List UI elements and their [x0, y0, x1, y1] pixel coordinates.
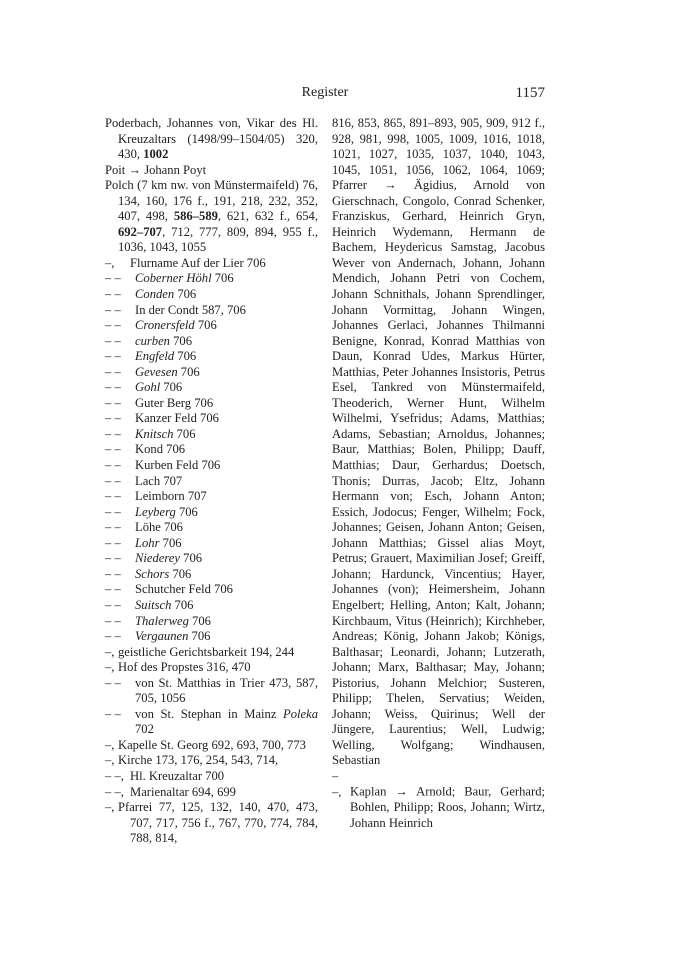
flurname-page: 706 [169, 333, 193, 348]
index-subentry-st-stephan: – – von St. Stephan in Mainz Poleka 702 [105, 706, 318, 737]
index-subentry-gerichtsbarkeit: –, geistliche Gerichtsbarkeit 194, 244 [105, 644, 295, 659]
entry-page-bold: 586–589 [173, 209, 218, 224]
flurname-name: Schutcher Feld [135, 582, 211, 597]
flurname-page: 706 [174, 287, 197, 302]
flurname-page: 706 [160, 520, 183, 535]
entry-text: , 621, 632 f., 654, [217, 209, 319, 224]
flurname-page: 706 [177, 364, 200, 379]
flurname-name: Guter Berg [135, 395, 192, 410]
flurname-page: 706 [210, 582, 233, 597]
index-entry-poit: Poit → Johann Poyt [105, 162, 207, 177]
flurname-page: 706 [194, 318, 217, 333]
index-subentry-pfarrei: –, Pfarrei 77, 125, 132, 140, 470, 473, 707, 717, 756 f., 767, 770, 774, 784, 788, 814, [105, 800, 318, 846]
flurname-item: – – In der Condt 587, 706 [105, 302, 246, 317]
flurname-name: In der Condt [135, 302, 199, 317]
entry-text: Polch (7 km nw. von Münstermaifeld) 76, 134, 160, 176 f., 191, 218, 232, 352, 407, 498, [105, 178, 318, 224]
flurname-page: 706 [160, 380, 183, 395]
flurname-item: – – Guter Berg 706 [105, 395, 214, 410]
flurname-item: – – Kond 706 [105, 442, 186, 457]
flurname-name: Gohl [135, 380, 161, 395]
flurname-page: 706 [173, 426, 196, 441]
flurname-item: – – Leyberg 706 [105, 504, 198, 519]
flurname-item: – – Thalerweg 706 [105, 613, 211, 628]
index-subentry-marienaltar: – –, Marienaltar 694, 699 [105, 784, 236, 799]
flurname-item: – – Suitsch 706 [105, 597, 194, 612]
flurname-name: Niederey [135, 551, 180, 566]
flurname-page: 706 [188, 629, 211, 644]
index-subentry-kaplan: – –, Kaplan → Arnold; Baur, Gerhard; Bohlen, Philipp; Roos, Johann; Wirtz, Johann Heinrich [332, 768, 545, 830]
flurname-page: 707 [184, 489, 207, 504]
flurname-name: Coberner Höhl [135, 271, 212, 286]
flurname-item: – – Vergaunen 706 [105, 629, 211, 644]
flurname-page: 706 [174, 349, 197, 364]
flurname-item: – – curben 706 [105, 333, 193, 348]
flurname-page: 707 [160, 473, 183, 488]
flurname-name: curben [135, 333, 170, 348]
flurname-item: – – Lohr 706 [105, 535, 182, 550]
flurname-page: 706 [169, 566, 192, 581]
flurname-name: Lach [135, 473, 161, 488]
flurname-list [105, 271, 318, 644]
flurname-page: 706 [198, 458, 221, 473]
index-subentry-hof: –, Hof des Propstes 316, 470 [105, 660, 251, 675]
entry-text: Poderbach, Johannes von, Vikar des Hl. Kreuzaltars (1498/99–1504/05) 320, 430, [105, 116, 318, 162]
page-header [105, 84, 545, 104]
flurname-page: 706 [180, 551, 203, 566]
flurname-item: – – Lach 707 [105, 473, 183, 488]
flurname-item: – – Engfeld 706 [105, 349, 197, 364]
flurname-item: – – Löhe 706 [105, 520, 183, 535]
index-subentry-flurname: –, Flurname Auf der Lier 706 [105, 255, 266, 270]
flurname-name: Suitsch [135, 597, 172, 612]
index-subentry-kirche: –, Kirche 173, 176, 254, 543, 714, [105, 753, 279, 768]
index-entry-poderbach [105, 116, 318, 163]
flurname-item: – – Schors 706 [105, 566, 192, 581]
flurname-item: – – Conden 706 [105, 287, 197, 302]
flurname-name: Schors [135, 566, 170, 581]
flurname-name: Leimborn [135, 489, 185, 504]
flurname-item: – – Gevesen 706 [105, 364, 200, 379]
running-head: Register [301, 85, 349, 100]
flurname-page: 706 [159, 535, 182, 550]
index-column-right [332, 116, 545, 831]
index-entry-pfarrei-continued: 816, 853, 865, 891–893, 905, 909, 912 f., 928, 981, 998, 1005, 1009, 1016, 1018, 1021, 1027, 1035, 1037, 1040, 1043, 1045, 1051, 1056, 1062, 1064, 1069; Pfarrer → Ägidius, Arnold von Gierschnach, Congolo, Conrad Schenker, Franziskus, Gerhard, Heinrich Gryn, Heinrich Wydemann, Hermann de Bachem, Heydericus Samstag, Jacobus Wever von Andernach, Johann, Johann Mendich, Johann Petri von Cochem, Johann Schnithals, Johann Sprendlinger, Johann Vormittag, Johann Wingen, Johannes Gerlaci, Johannes Thilmanni Benigne, Konrad, Konrad Matthias von Daun, Konrad Udes, Markus Hürter, Matthias, Peter Johannes Insistoris, Petrus Esel, Tankred von Münstermaifeld, Theoderich, Werner Hunt, Wilhelm Wilhelmi, Ysefridus; Adams, Matthias; Adams, Sebastian; Arnoldus, Johannes; Baur, Matthias; Bolen, Philipp; Dauff, Matthias; Daur, Gerhardus; Doetsch, Thonis; Durras, Jacob; Eltz, Johann Hermann von; Esch, Johann Anton; Essich, Jodocus; Fenger, Wilhelm; Fock, Johannes; Geisen, Johann Anton; Geisen, Johann Matthias; Gissel alias Moyt, Petrus; Grauert, Maximilian Josef; Greiff, Johann; Hardunck, Vincentius; Hayer, Johannes (von); Heimersheim, Johann Engelbert; Helling, Anton; Kalt, Johann; Kirchbaum, Vitus (Heinrich); Kirchheber, Andreas; König, Johann Jakob; Königs, Balthasar; Leonardi, Johann; Lutzerath, Johann; Marx, Balthasar; May, Johann; Pistorius, Johann Melchior; Susteren, Philipp; Thelen, Servatius; Weiden, Johann; Weiss, Quirinus; Well der Jüngere, Laurentius; Well, Ludwig; Welling, Wolfgang; Windhausen, Sebastian [332, 116, 545, 768]
flurname-item: – – Gohl 706 [105, 380, 183, 395]
flurname-item: – – Leimborn 707 [105, 489, 207, 504]
index-subentry-kapelle: –, Kapelle St. Georg 692, 693, 700, 773 [105, 737, 306, 752]
flurname-item: – – Cronersfeld 706 [105, 318, 217, 333]
flurname-item: – – Kanzer Feld 706 [105, 411, 219, 426]
page-number: 1157 [515, 85, 545, 101]
flurname-name: Gevesen [135, 364, 178, 379]
flurname-page: 706 [211, 271, 234, 286]
flurname-name: Cronersfeld [135, 318, 195, 333]
flurname-name: Leyberg [135, 504, 176, 519]
flurname-name: Kond [135, 442, 163, 457]
entry-page-bold: 1002 [143, 147, 169, 162]
flurname-name: Conden [135, 287, 175, 302]
entry-text: , 712, 777, 809, 894, 955 f., 1036, 1043, 1055 [118, 224, 318, 255]
entry-page-bold: 692–707 [118, 224, 163, 239]
flurname-page: 706 [196, 411, 219, 426]
flurname-item: – – Coberner Höhl 706 [105, 271, 234, 286]
flurname-page: 706 [175, 504, 198, 519]
flurname-name: Thalerweg [135, 613, 189, 628]
flurname-name: Knitsch [135, 426, 174, 441]
flurname-page: 587, 706 [198, 302, 246, 317]
flurname-name: Kanzer Feld [135, 411, 197, 426]
flurname-page: 706 [171, 597, 194, 612]
index-column-left [105, 116, 318, 847]
flurname-name: Löhe [135, 520, 161, 535]
flurname-item: – – Niederey 706 [105, 551, 203, 566]
flurname-name: Vergaunen [135, 629, 189, 644]
flurname-item: – – Kurben Feld 706 [105, 458, 221, 473]
flurname-item: – – Knitsch 706 [105, 426, 196, 441]
index-subentry-kreuzaltar: – –, Hl. Kreuzaltar 700 [105, 768, 225, 783]
flurname-name: Lohr [135, 535, 160, 550]
flurname-page: 706 [191, 395, 214, 410]
index-subentry-st-matthias: – – von St. Matthias in Trier 473, 587, 705, 1056 [105, 675, 318, 706]
flurname-page: 706 [163, 442, 186, 457]
flurname-name: Engfeld [135, 349, 175, 364]
flurname-name: Kurben Feld [135, 458, 199, 473]
flurname-page: 706 [188, 613, 211, 628]
flurname-item: – – Schutcher Feld 706 [105, 582, 233, 597]
index-entry-polch [105, 178, 318, 256]
